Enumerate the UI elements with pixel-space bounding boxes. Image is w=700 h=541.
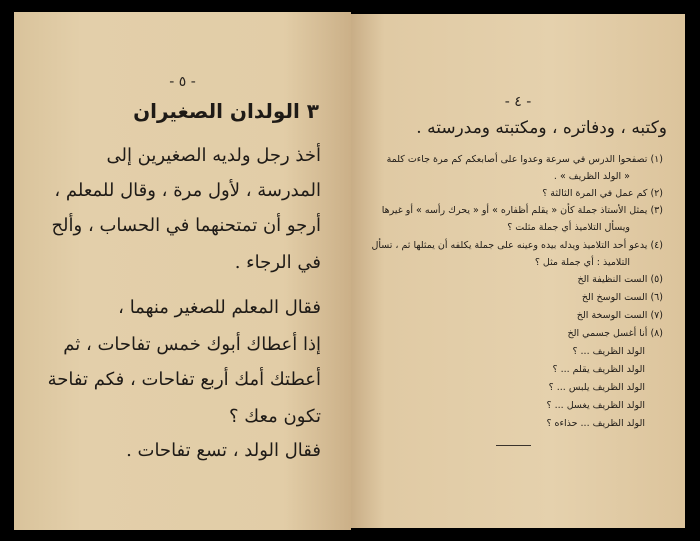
exercise-item: (٢) كم عمل في المرة الثالثة ؟: [542, 188, 663, 199]
exercise-item: (٨) أنا أغسل جسمي الخ: [567, 328, 663, 339]
lesson-heading: ٣ الولدان الصغيران: [133, 99, 319, 123]
right-page: [351, 14, 685, 528]
text-line: تكون معك ؟: [229, 406, 321, 427]
left-page: [14, 12, 351, 530]
text-line: فقال المعلم للصغير منهما ،: [118, 297, 321, 318]
exercise-item: الولد الظريف يلبس ... ؟: [548, 382, 645, 393]
divider-rule: [496, 445, 531, 446]
continuation-heading: وكتبه ، ودفاتره ، ومكتبته ومدرسته .: [416, 118, 667, 138]
exercise-item: (٧) الست الوسخة الخ: [576, 310, 663, 321]
text-line: المدرسة ، لأول مرة ، وقال للمعلم ،: [54, 180, 321, 201]
text-line: أعطتك أمك أربع تفاحات ، فكم تفاحة: [47, 369, 321, 390]
text-line: فقال الولد ، تسع تفاحات .: [126, 440, 321, 461]
exercise-item: (١) تصفحوا الدرس في سرعة وعدوا على أصابعكم كم مرة جاءت كلمة: [386, 154, 663, 165]
exercise-item: ويسأل التلاميذ أي جملة مثلت ؟: [507, 222, 630, 233]
exercise-item: الولد الظريف ... ؟: [572, 346, 645, 357]
exercise-item: الولد الظريف ... حذاءه ؟: [546, 418, 645, 429]
exercise-item: (٣) يمثل الأستاذ جملة كأن « يقلم أظفاره » أو « يحرك رأسه » أو غيرها: [381, 205, 663, 216]
exercise-item: التلاميذ : أي جملة مثل ؟: [534, 257, 630, 268]
exercise-item: (٥) الست النظيفة الخ: [577, 274, 663, 285]
page-number-left: - ٥ -: [169, 74, 196, 90]
page-number-right: - ٤ -: [504, 94, 532, 110]
exercise-item: الولد الظريف يغسل ... ؟: [546, 400, 645, 411]
exercise-item: « الولد الظريف » .: [553, 171, 630, 182]
exercise-item: الولد الظريف يقلم ... ؟: [552, 364, 645, 375]
text-line: أخذ رجل ولديه الصغيرين إلى: [106, 145, 321, 166]
text-line: إذا أعطاك أبوك خمس تفاحات ، ثم: [63, 334, 321, 355]
text-line: أرجو أن تمتحنهما في الحساب ، وألح: [51, 215, 321, 236]
text-line: في الرجاء .: [234, 252, 321, 273]
exercise-item: (٦) الست الوسخ الخ: [581, 292, 663, 303]
exercise-item: (٤) يدعو أحد التلاميذ ويدله بيده وعينه على جملة يكلفه أن يمثلها ثم ، تسأل: [371, 240, 663, 251]
